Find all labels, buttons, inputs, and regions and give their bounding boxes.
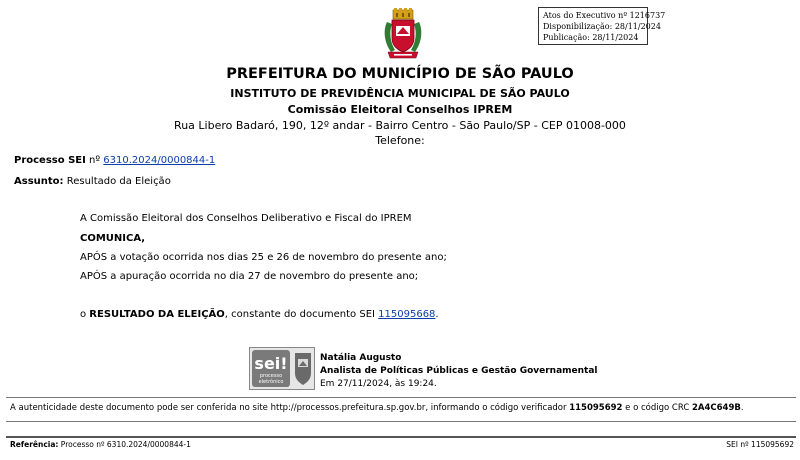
signature-date: Em 27/11/2024, às 19:24. (320, 379, 437, 389)
sei-logo-sub2: eletrônico (258, 379, 284, 385)
body-line-resultado (80, 309, 439, 320)
signer-name: Natália Augusto (320, 353, 402, 363)
phone: Telefone: (375, 134, 425, 147)
sao-paulo-coat-of-arms-icon (383, 8, 423, 60)
footer-sei-number: SEI nº 115095692 (726, 440, 794, 449)
processo-line (14, 155, 215, 166)
sei-logo-sub1: processo (259, 373, 283, 379)
signature-block (320, 352, 598, 391)
auth-crc: 2A4C649B (691, 403, 741, 413)
assunto-label: Assunto: (14, 176, 64, 187)
divider-top (6, 397, 796, 398)
divider-bottom (6, 436, 796, 438)
processo-label: Processo SEI (14, 155, 86, 166)
resultado-end: . (435, 309, 439, 320)
signer-role: Analista de Políticas Públicas e Gestão Governamental (320, 366, 598, 376)
body-line-apuracao: APÓS a apuração ocorrida no dia 27 de novembro do presente ano; (80, 271, 419, 282)
body-line-comunica: COMUNICA, (80, 233, 146, 244)
publication-act: Atos do Executivo nº 1216737 (543, 11, 666, 20)
footer-ref-label: Referência: (10, 440, 59, 449)
resultado-doc-link[interactable]: 115095668 (378, 309, 436, 320)
resultado-mid: , constante do documento SEI (224, 309, 379, 320)
instituto-title: INSTITUTO DE PREVIDÊNCIA MUNICIPAL DE SÃO PAULO (230, 87, 570, 100)
body-line-1: A Comissão Eleitoral dos Conselhos Deliberativo e Fiscal do IPREM (80, 213, 412, 224)
resultado-prefix: o (80, 309, 90, 320)
sei-signature-logo-icon (249, 347, 315, 390)
assunto-value: Resultado da Eleição (63, 176, 171, 187)
auth-end: . (740, 403, 744, 413)
assunto-line (14, 176, 171, 187)
footer-ref-value: Processo nº 6310.2024/0000844-1 (58, 440, 191, 449)
sei-logo-text: sei! (254, 354, 288, 373)
address: Rua Libero Badaró, 190, 12º andar - Bairro Centro - São Paulo/SP - CEP 01008-000 (174, 119, 626, 132)
auth-text: A autenticidade deste documento pode ser conferida no site http://processos.prefeitura.sp.gov.br, informando o código verificador (10, 403, 570, 413)
publication-availability: Disponibilização: 28/11/2024 (543, 22, 661, 31)
auth-code: 115095692 (569, 403, 623, 413)
processo-prefix: nº (85, 155, 104, 166)
processo-link[interactable]: 6310.2024/0000844-1 (103, 155, 216, 166)
comissao-title: Comissão Eleitoral Conselhos IPREM (287, 103, 513, 116)
prefeitura-title: PREFEITURA DO MUNICÍPIO DE SÃO PAULO (226, 66, 574, 82)
auth-mid: e o código CRC (622, 403, 692, 413)
publication-date: Publicação: 28/11/2024 (543, 33, 639, 42)
footer-reference (10, 440, 191, 449)
resultado-bold: RESULTADO DA ELEIÇÃO (89, 309, 225, 320)
authenticity-note (10, 403, 744, 413)
body-line-votacao: APÓS a votação ocorrida nos dias 25 e 26 de novembro do presente ano; (80, 252, 447, 263)
divider-middle (6, 421, 796, 422)
publication-box (538, 7, 666, 45)
